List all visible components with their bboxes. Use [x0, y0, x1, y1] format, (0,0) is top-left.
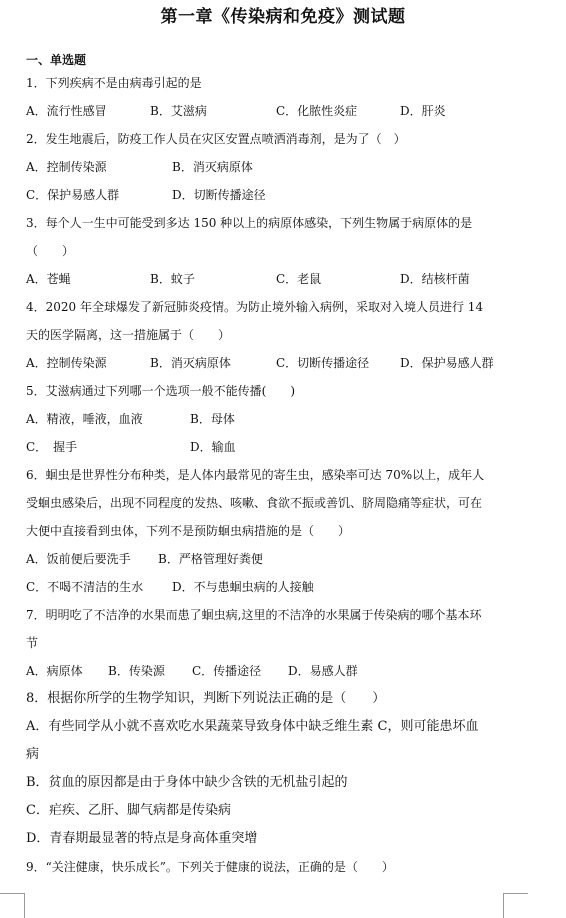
option-a: A．流行性感冒: [26, 104, 107, 118]
page-title: 第一章《传染病和免疫》测试题: [160, 7, 406, 27]
option-b: B．母体: [190, 412, 235, 426]
question-8-option-a-line-1: A．有些同学从小就不喜欢吃水果蔬菜导致身体中缺乏维生素 C，则可能患坏血: [26, 719, 479, 734]
question-2-stem: 2．发生地震后，防疫工作人员在灾区安置点喷洒消毒剂，是为了（ ）: [26, 132, 406, 146]
question-8-option-a-line-2: 病: [26, 747, 40, 762]
option-c: C．传播途径: [192, 664, 262, 678]
option-b: B．蚊子: [150, 272, 195, 286]
option-b: B．传染源: [108, 664, 165, 678]
section-heading: 一、单选题: [26, 53, 87, 67]
question-6-stem-line-3: 大便中直接看到虫体，下列不是预防蛔虫病措施的是（ ）: [26, 524, 351, 538]
question-6-stem-line-1: 6．蛔虫是世界性分布种类，是人体内最常见的寄生虫，感染率可达 70%以上，成年人: [26, 468, 485, 482]
question-5-stem: 5．艾滋病通过下列哪一个选项一般不能传播( ): [26, 384, 295, 398]
question-7-stem-line-1: 7．明明吃了不洁净的水果而患了蛔虫病,这里的不洁净的水果属于传染病的哪个基本环: [26, 608, 482, 622]
option-d: D．输血: [190, 440, 236, 454]
option-b: B．严格管理好粪便: [158, 552, 263, 566]
option-c: C．老鼠: [276, 272, 322, 286]
option-a: A．控制传染源: [26, 160, 107, 174]
option-c: C．化脓性炎症: [276, 104, 358, 118]
option-a: A．病原体: [26, 664, 83, 678]
question-9-stem: 9．“关注健康，快乐成长”。下列关于健康的说法，正确的是（ ）: [26, 860, 394, 874]
option-c: C．切断传播途径: [276, 356, 370, 370]
option-a: A．饭前便后要洗手: [26, 552, 131, 566]
option-b: B．艾滋病: [150, 104, 207, 118]
option-d: D．结核杆菌: [400, 272, 470, 286]
option-d: D．不与患蛔虫病的人接触: [172, 580, 314, 594]
question-1-stem: 1．下列疾病不是由病毒引起的是: [26, 76, 202, 90]
option-d: D．切断传播途径: [172, 188, 266, 202]
page-corner-mark-right: [503, 893, 528, 918]
option-b: B．消灭病原体: [172, 160, 253, 174]
option-b: B．消灭病原体: [150, 356, 231, 370]
question-8-option-b: B．贫血的原因都是由于身体中缺少含铁的无机盐引起的: [26, 775, 348, 790]
page-corner-mark-left: [0, 893, 25, 918]
question-4-stem-line-2: 天的医学隔离，这一措施属于（ ）: [26, 328, 231, 342]
question-4-stem-line-1: 4．2020 年全球爆发了新冠肺炎疫情。为防止境外输入病例，采取对入境人员进行 14: [26, 300, 484, 314]
question-8-stem: 8．根据你所学的生物学知识，判断下列说法正确的是（ ）: [26, 691, 386, 706]
option-a: A．控制传染源: [26, 356, 107, 370]
question-8-option-d: D．青春期最显著的特点是身高体重突增: [26, 831, 258, 846]
question-6-stem-line-2: 受蛔虫感染后，出现不同程度的发热、咳嗽、食欲不振或善饥、脐周隐痛等症状，可在: [26, 496, 483, 510]
question-8-option-c: C．疟疾、乙肝、脚气病都是传染病: [26, 803, 231, 818]
option-d: D．保护易感人群: [400, 356, 494, 370]
question-3-stem-line-1: 3．每个人一生中可能受到多达 150 种以上的病原体感染，下列生物属于病原体的是: [26, 216, 473, 230]
option-c: C．保护易感人群: [26, 188, 120, 202]
option-a: A．苍蝇: [26, 272, 71, 286]
option-c: C．不喝不清洁的生水: [26, 580, 144, 594]
question-7-stem-line-2: 节: [26, 636, 39, 650]
option-a: A．精液，唾液，血液: [26, 412, 143, 426]
option-d: D．肝炎: [400, 104, 446, 118]
question-3-stem-line-2: （ ）: [26, 244, 75, 258]
option-d: D．易感人群: [288, 664, 358, 678]
option-c: C． 握手: [26, 440, 78, 454]
